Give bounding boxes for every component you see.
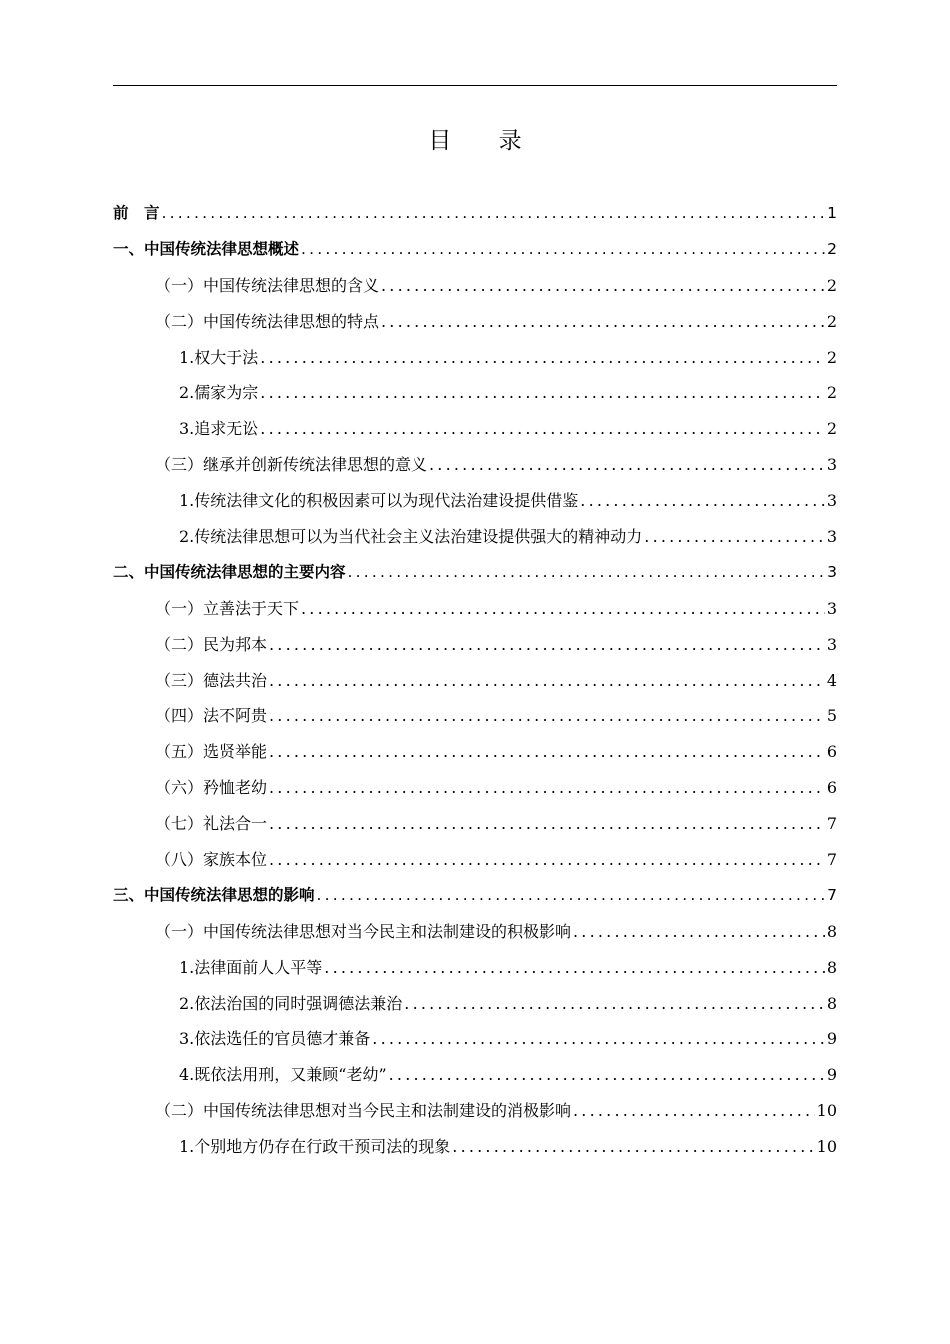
toc-entry-label: 1.法律面前人人平等 xyxy=(179,957,323,977)
toc-leader-dots xyxy=(269,663,825,699)
toc-entry[interactable] xyxy=(113,663,837,699)
toc-leader-dots xyxy=(301,232,825,268)
toc-entry-page: 6 xyxy=(826,778,837,798)
toc-entry-page: 4 xyxy=(826,670,837,690)
toc-entry-label: 3.依法选任的官员德才兼备 xyxy=(179,1029,371,1049)
toc-entry[interactable] xyxy=(113,914,837,950)
toc-entry-page: 3 xyxy=(826,598,837,618)
toc-entry-page: 3 xyxy=(827,562,837,581)
toc-entry[interactable] xyxy=(113,447,837,483)
toc-entry[interactable] xyxy=(113,627,837,663)
toc-leader-dots xyxy=(162,196,825,232)
toc-entry[interactable] xyxy=(113,268,837,304)
toc-entry-label: （八）家族本位 xyxy=(155,850,268,870)
toc-entry-label: 2.依法治国的同时强调德法兼治 xyxy=(179,993,403,1013)
toc-entry-label: （一）中国传统法律思想的含义 xyxy=(155,275,380,295)
toc-entry-label: 2.传统法律思想可以为当代社会主义法治建设提供强大的精神动力 xyxy=(179,527,643,547)
toc-leader-dots xyxy=(260,340,825,376)
toc-entry-label: （一）立善法于天下 xyxy=(155,598,300,618)
toc-entry-label: （五）选贤举能 xyxy=(155,742,268,762)
toc-entry[interactable] xyxy=(113,232,837,268)
toc-entry[interactable] xyxy=(113,1129,837,1165)
toc-leader-dots xyxy=(372,1021,825,1057)
toc-entry-label: （三）德法共治 xyxy=(155,670,268,690)
toc-entry[interactable] xyxy=(113,304,837,340)
toc-entry-page: 7 xyxy=(826,814,837,834)
toc-entry[interactable] xyxy=(113,411,837,447)
toc-leader-dots xyxy=(324,950,825,986)
toc-leader-dots xyxy=(404,986,825,1022)
toc-entry-label: （二）中国传统法律思想对当今民主和法制建设的消极影响 xyxy=(155,1101,572,1121)
toc-entry-page: 3 xyxy=(826,527,837,547)
toc-entry[interactable] xyxy=(113,734,837,770)
toc-entry[interactable] xyxy=(113,698,837,734)
toc-entry[interactable] xyxy=(113,986,837,1022)
toc-leader-dots xyxy=(644,519,825,555)
toc-entry-page: 1 xyxy=(827,204,837,222)
toc-entry[interactable] xyxy=(113,196,837,232)
toc-entry-label: 前 言 xyxy=(113,204,160,222)
toc-leader-dots xyxy=(389,1057,825,1093)
toc-entry-page: 9 xyxy=(826,1029,837,1049)
toc-entry-label: （一）中国传统法律思想对当今民主和法制建设的积极影响 xyxy=(155,921,572,941)
toc-entry-label: （七）礼法合一 xyxy=(155,814,268,834)
toc-entry[interactable] xyxy=(113,950,837,986)
toc-entry-label: 1.个别地方仍存在行政干预司法的现象 xyxy=(179,1137,451,1157)
toc-entry-page: 6 xyxy=(826,742,837,762)
toc-entry-page: 10 xyxy=(816,1137,837,1157)
toc-leader-dots xyxy=(317,878,825,914)
toc-entry-label: （四）法不阿贵 xyxy=(155,706,268,726)
toc-entry-label: 三、中国传统法律思想的影响 xyxy=(113,885,315,904)
toc-entry-page: 2 xyxy=(826,347,837,367)
toc-entry-page: 7 xyxy=(826,850,837,870)
toc-entry-page: 3 xyxy=(826,634,837,654)
toc-entry-page: 2 xyxy=(826,311,837,331)
toc-leader-dots xyxy=(573,914,825,950)
toc-entry[interactable] xyxy=(113,842,837,878)
toc-entry-label: （三）继承并创新传统法律思想的意义 xyxy=(155,455,428,475)
toc-entry-page: 2 xyxy=(826,275,837,295)
toc-entry-page: 8 xyxy=(826,921,837,941)
toc-entry[interactable] xyxy=(113,483,837,519)
toc-leader-dots xyxy=(301,591,825,627)
table-of-contents xyxy=(113,196,837,1165)
toc-entry-page: 8 xyxy=(826,993,837,1013)
toc-leader-dots xyxy=(269,734,825,770)
toc-entry-page: 8 xyxy=(826,957,837,977)
toc-entry-label: 4.既依法用刑，又兼顾“老幼” xyxy=(179,1065,387,1085)
page-title: 目 录 xyxy=(428,128,542,154)
toc-leader-dots xyxy=(269,627,825,663)
toc-entry-page: 10 xyxy=(816,1101,837,1121)
toc-entry-page: 3 xyxy=(826,455,837,475)
toc-entry[interactable] xyxy=(113,878,837,914)
toc-leader-dots xyxy=(269,698,825,734)
toc-entry[interactable] xyxy=(113,806,837,842)
toc-leader-dots xyxy=(573,1093,815,1129)
toc-entry-page: 5 xyxy=(826,706,837,726)
toc-entry-label: 1.传统法律文化的积极因素可以为现代法治建设提供借鉴 xyxy=(179,491,579,511)
toc-leader-dots xyxy=(260,411,825,447)
toc-entry[interactable] xyxy=(113,1093,837,1129)
toc-leader-dots xyxy=(452,1129,814,1165)
toc-entry-label: 3.追求无讼 xyxy=(179,419,259,439)
toc-entry-label: 1.权大于法 xyxy=(179,347,259,367)
toc-leader-dots xyxy=(580,483,825,519)
toc-entry-page: 3 xyxy=(826,491,837,511)
toc-leader-dots xyxy=(381,268,825,304)
header-rule xyxy=(113,85,837,86)
toc-leader-dots xyxy=(260,375,825,411)
toc-entry[interactable] xyxy=(113,519,837,555)
toc-entry[interactable] xyxy=(113,1057,837,1093)
toc-entry[interactable] xyxy=(113,555,837,591)
toc-entry-label: 一、中国传统法律思想概述 xyxy=(113,239,300,258)
toc-entry[interactable] xyxy=(113,375,837,411)
toc-entry-label: 2.儒家为宗 xyxy=(179,383,259,403)
toc-entry-page: 2 xyxy=(826,383,837,403)
toc-entry-label: （二）中国传统法律思想的特点 xyxy=(155,311,380,331)
toc-leader-dots xyxy=(269,842,825,878)
toc-leader-dots xyxy=(269,806,825,842)
toc-entry-page: 2 xyxy=(826,419,837,439)
toc-entry-page: 9 xyxy=(826,1065,837,1085)
toc-entry[interactable] xyxy=(113,1021,837,1057)
toc-entry[interactable] xyxy=(113,591,837,627)
toc-entry-label: 二、中国传统法律思想的主要内容 xyxy=(113,562,346,581)
toc-leader-dots xyxy=(269,770,825,806)
toc-entry[interactable] xyxy=(113,340,837,376)
toc-entry[interactable] xyxy=(113,770,837,806)
toc-entry-page: 7 xyxy=(827,885,837,904)
toc-entry-label: （二）民为邦本 xyxy=(155,634,268,654)
toc-leader-dots xyxy=(381,304,825,340)
toc-entry-label: （六）矜恤老幼 xyxy=(155,778,268,798)
toc-leader-dots xyxy=(348,555,825,591)
toc-leader-dots xyxy=(429,447,825,483)
toc-entry-page: 2 xyxy=(827,239,837,258)
